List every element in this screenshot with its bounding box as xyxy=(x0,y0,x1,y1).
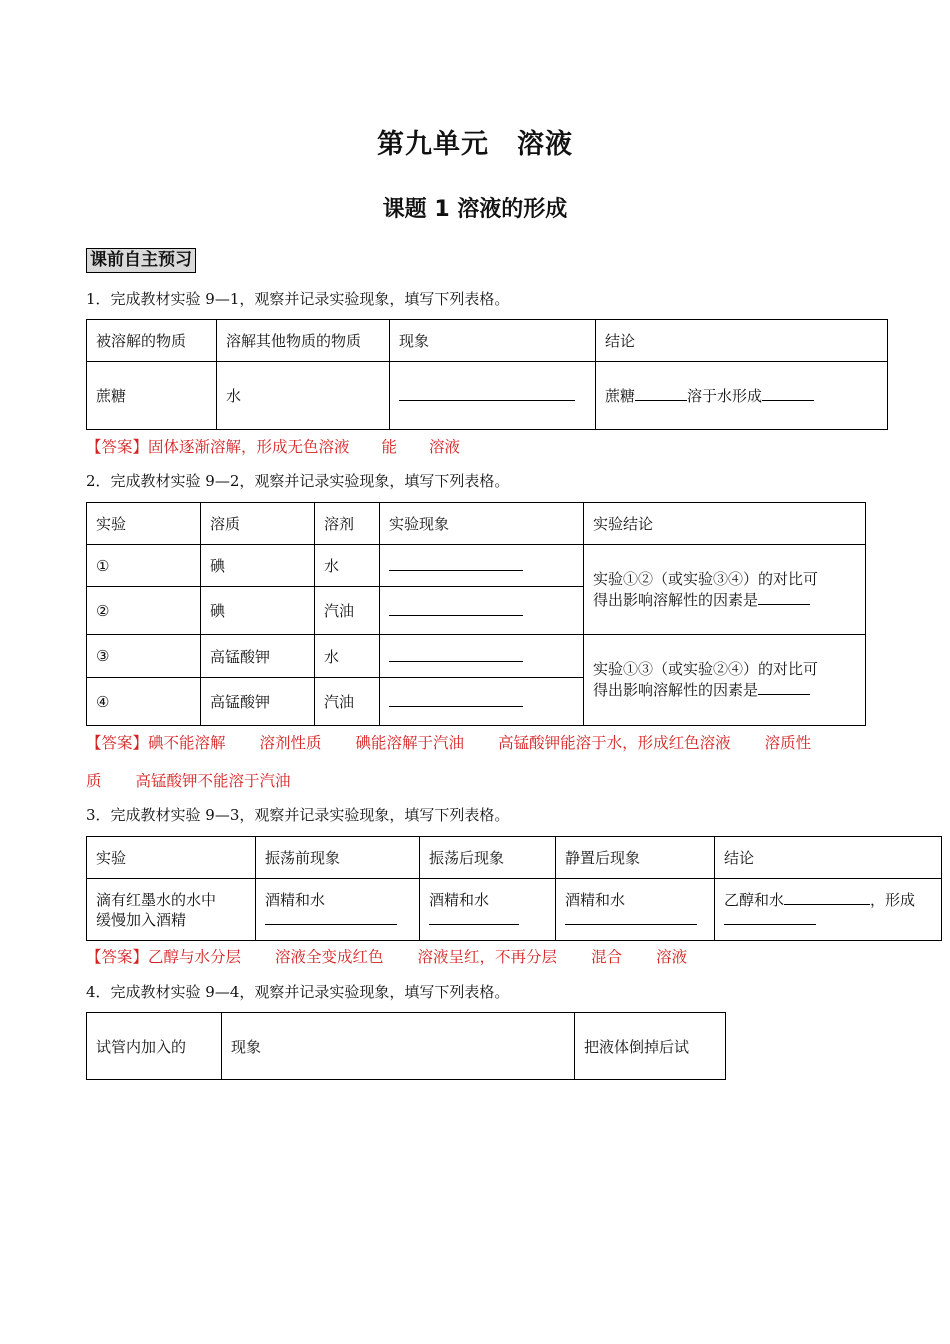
table-cell: 碘 xyxy=(201,587,315,635)
cell-text: 得出影响溶解性的因素是 xyxy=(593,590,759,609)
table-cell xyxy=(420,879,556,941)
answer-text: 溶液呈红，不再分层 xyxy=(417,948,558,966)
table-header: 现象 xyxy=(390,320,596,362)
cell-text: 乙醇和水 xyxy=(724,890,785,909)
section-label: 课前自主预习 xyxy=(86,248,196,273)
cell-text: 蔗糖 xyxy=(605,387,636,405)
table-header: 现象 xyxy=(222,1013,575,1080)
cell-text: 酒精和水 xyxy=(265,890,326,909)
table-cell xyxy=(256,879,420,941)
answer-blank[interactable] xyxy=(265,910,397,925)
table-header: 静置后现象 xyxy=(556,837,715,879)
table-cell: 水 xyxy=(315,635,380,678)
table-cell: ② xyxy=(87,587,201,635)
answer-blank[interactable] xyxy=(784,890,870,905)
table-header: 溶质 xyxy=(201,503,315,545)
cell-text: 缓慢加入酒精 xyxy=(96,910,187,929)
table-cell: 水 xyxy=(315,545,380,587)
table-header: 被溶解的物质 xyxy=(87,320,217,362)
answer-q1 xyxy=(86,435,460,457)
question-3-prompt: 3．完成教材实验 9—3，观察并记录实验现象，填写下列表格。 xyxy=(86,806,510,824)
answer-blank[interactable] xyxy=(389,692,523,707)
question-1-prompt: 1．完成教材实验 9—1，观察并记录实验现象，填写下列表格。 xyxy=(86,290,510,308)
lesson-title: 课题 1 溶液的形成 xyxy=(382,197,568,222)
table-cell: 蔗糖 xyxy=(87,362,217,430)
answer-tag: 【答案】 xyxy=(86,438,149,456)
answer-blank[interactable] xyxy=(429,910,519,925)
table-cell: 水 xyxy=(217,362,390,430)
table-q2 xyxy=(86,502,866,726)
answer-q2-cont xyxy=(86,769,291,791)
table-cell xyxy=(596,362,888,430)
table-header: 实验结论 xyxy=(584,503,866,545)
table-cell: ③ xyxy=(87,635,201,678)
table-q1 xyxy=(86,319,888,430)
table-cell: 汽油 xyxy=(315,678,380,726)
answer-tag: 【答案】 xyxy=(86,948,149,966)
table-q4 xyxy=(86,1012,726,1080)
table-q3 xyxy=(86,836,942,941)
answer-text: 溶液全变成红色 xyxy=(275,948,384,966)
answer-text: 乙醇与水分层 xyxy=(148,948,242,966)
table-header: 溶剂 xyxy=(315,503,380,545)
conclusion-cell xyxy=(584,635,866,726)
question-2-prompt: 2．完成教材实验 9—2，观察并记录实验现象，填写下列表格。 xyxy=(86,472,510,490)
cell-text: ，形成 xyxy=(870,890,916,909)
answer-blank[interactable] xyxy=(758,590,810,605)
answer-text: 高锰酸钾不能溶于汽油 xyxy=(135,772,291,790)
answer-blank[interactable] xyxy=(565,910,697,925)
table-header: 溶解其他物质的物质 xyxy=(217,320,390,362)
answer-blank-cell[interactable] xyxy=(380,678,584,726)
table-header: 实验 xyxy=(87,837,256,879)
answer-blank-cell[interactable] xyxy=(380,635,584,678)
cell-text: 实验①②（或实验③④）的对比可 xyxy=(593,569,819,588)
answer-blank[interactable] xyxy=(758,680,810,695)
table-cell: ④ xyxy=(87,678,201,726)
answer-text: 溶液 xyxy=(429,438,461,456)
answer-blank-cell[interactable] xyxy=(380,587,584,635)
table-cell: 汽油 xyxy=(315,587,380,635)
question-4-prompt: 4．完成教材实验 9—4，观察并记录实验现象，填写下列表格。 xyxy=(86,983,510,1001)
cell-text: 得出影响溶解性的因素是 xyxy=(593,681,759,699)
answer-blank[interactable] xyxy=(635,386,687,401)
answer-q2 xyxy=(86,731,811,753)
table-cell: ① xyxy=(87,545,201,587)
table-header: 试管内加入的 xyxy=(87,1013,222,1080)
answer-text: 溶质性 xyxy=(764,734,812,752)
table-cell xyxy=(87,879,256,941)
table-header: 实验 xyxy=(87,503,201,545)
page-title: 第九单元 溶液 xyxy=(377,129,573,160)
cell-text: 实验①③（或实验②④）的对比可 xyxy=(593,660,819,678)
table-cell xyxy=(715,879,942,941)
cell-text: 滴有红墨水的水中 xyxy=(96,890,217,909)
table-header: 结论 xyxy=(715,837,942,879)
answer-blank[interactable] xyxy=(399,386,575,401)
table-header: 实验现象 xyxy=(380,503,584,545)
answer-text: 碘不能溶解 xyxy=(148,734,226,752)
answer-blank[interactable] xyxy=(389,556,523,571)
table-header: 振荡前现象 xyxy=(256,837,420,879)
answer-blank[interactable] xyxy=(389,647,523,662)
table-header: 结论 xyxy=(596,320,888,362)
answer-text: 高锰酸钾能溶于水，形成红色溶液 xyxy=(498,734,731,752)
answer-text: 碘能溶解于汽油 xyxy=(355,734,465,752)
table-cell xyxy=(556,879,715,941)
answer-text: 质 xyxy=(86,772,102,790)
answer-blank-cell[interactable] xyxy=(380,545,584,587)
cell-text: 溶于水形成 xyxy=(687,387,763,405)
conclusion-cell xyxy=(584,545,866,635)
table-cell: 高锰酸钾 xyxy=(201,678,315,726)
answer-blank-cell[interactable] xyxy=(390,362,596,430)
answer-text: 混合 xyxy=(591,948,623,966)
answer-text: 能 xyxy=(381,438,398,456)
answer-blank[interactable] xyxy=(724,910,816,925)
answer-q3 xyxy=(86,945,687,967)
table-header: 把液体倒掉后试 xyxy=(575,1013,726,1080)
table-cell: 碘 xyxy=(201,545,315,587)
answer-text: 固体逐渐溶解，形成无色溶液 xyxy=(148,438,350,456)
answer-blank[interactable] xyxy=(389,601,523,616)
cell-text: 酒精和水 xyxy=(429,890,490,909)
answer-text: 溶液 xyxy=(656,948,688,966)
table-header: 振荡后现象 xyxy=(420,837,556,879)
cell-text: 酒精和水 xyxy=(565,890,626,909)
answer-text: 溶剂性质 xyxy=(259,734,322,752)
answer-tag: 【答案】 xyxy=(86,734,149,752)
table-cell: 高锰酸钾 xyxy=(201,635,315,678)
answer-blank[interactable] xyxy=(762,386,814,401)
